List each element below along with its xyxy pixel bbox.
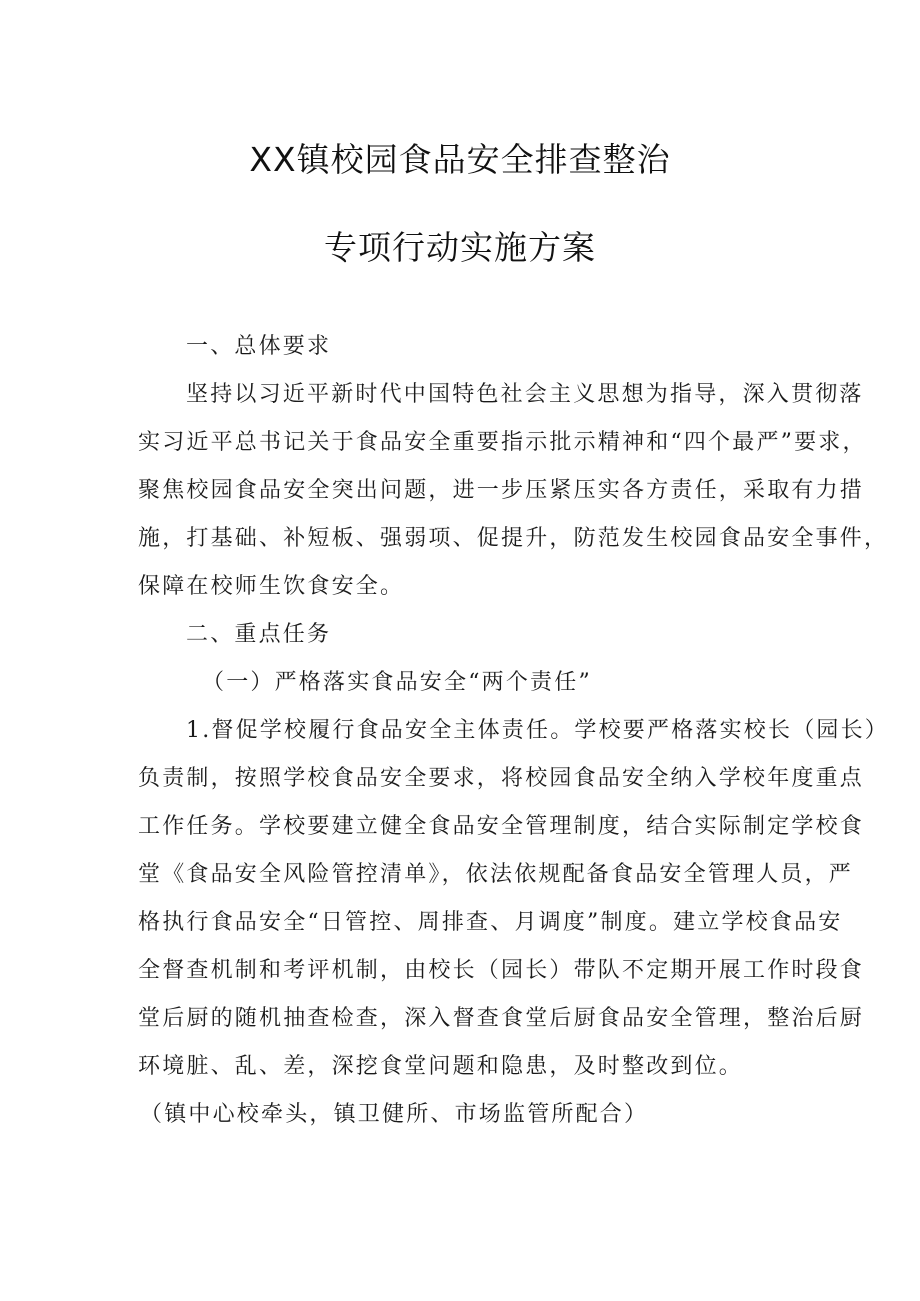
paragraph-line: 格执行食品安全“日管控、周排查、月调度”制度。建立学校食品安 bbox=[138, 910, 843, 935]
responsibility-note: （镇中心校牵头，镇卫健所、市场监管所配合） bbox=[140, 1102, 649, 1127]
paragraph-line: 施，打基础、补短板、强弱项、促提升，防范发生校园食品安全事件， bbox=[138, 526, 889, 551]
paragraph-line: 堂后厨的随机抽查检查，深入督查食堂后厨食品安全管理，整治后厨 bbox=[138, 1006, 865, 1031]
paragraph-line: 堂《食品安全风险管控清单》，依法依规配备食品安全管理人员，严 bbox=[138, 862, 854, 887]
paragraph-line: 工作任务。学校要建立健全食品安全管理制度，结合实际制定学校食 bbox=[138, 814, 865, 839]
subsection-heading: （一）严格落实食品安全“两个责任” bbox=[202, 670, 592, 695]
paragraph-line: 全督查机制和考评机制，由校长（园长）带队不定期开展工作时段食 bbox=[138, 958, 865, 983]
section-heading-general-requirements: 一、总体要求 bbox=[186, 334, 332, 359]
paragraph-line: 环境脏、乱、差，深挖食堂问题和隐患，及时整改到位。 bbox=[138, 1054, 744, 1079]
paragraph-line: 坚持以习近平新时代中国特色社会主义思想为指导，深入贯彻落 bbox=[186, 382, 864, 407]
paragraph-line: 聚焦校园食品安全突出问题，进一步压紧压实各方责任，采取有力措 bbox=[138, 478, 865, 503]
paragraph-line: 1.督促学校履行食品安全主体责任。学校要严格落实校长（园长） bbox=[186, 718, 889, 743]
paragraph-line: 负责制，按照学校食品安全要求，将校园食品安全纳入学校年度重点 bbox=[138, 766, 865, 791]
document-title-line1: XX镇校园食品安全排查整治 bbox=[249, 140, 671, 179]
paragraph-line: 实习近平总书记关于食品安全重要指示批示精神和“四个最严”要求， bbox=[138, 430, 867, 455]
document-title-line2: 专项行动实施方案 bbox=[324, 228, 596, 267]
section-heading-key-tasks: 二、重点任务 bbox=[186, 622, 332, 647]
paragraph-line: 保障在校师生饮食安全。 bbox=[138, 574, 405, 599]
